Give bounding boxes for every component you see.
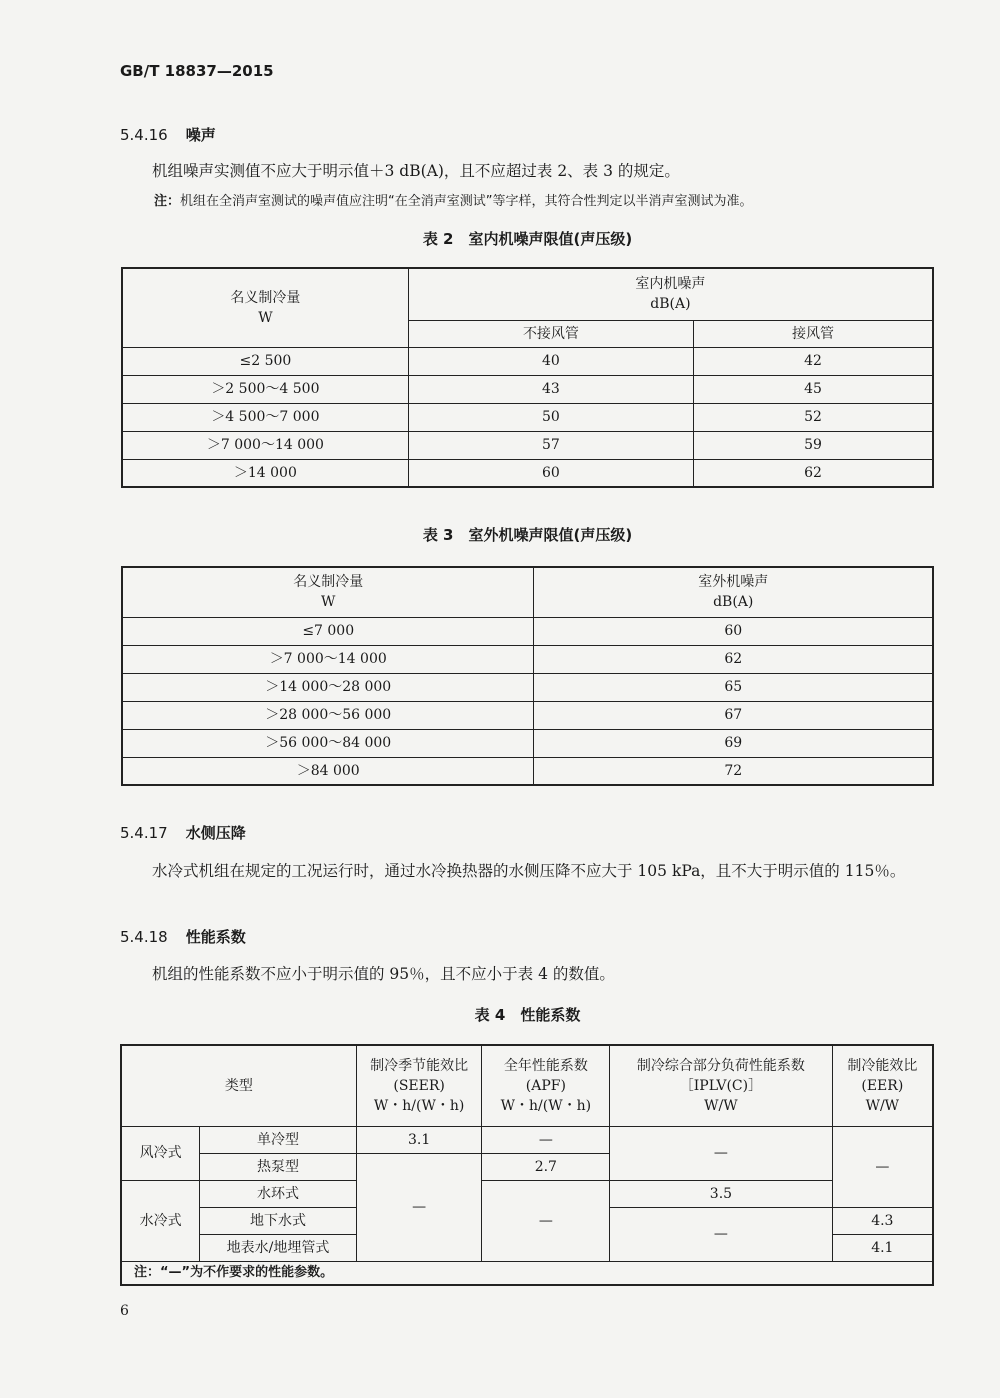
t3-cell: 65 <box>534 673 933 701</box>
t4-cell-iplv-r4-5: — <box>610 1207 832 1261</box>
t4-header-iplv-abbr: ［IPLV(C)］ <box>679 1077 763 1094</box>
table-row <box>122 673 933 701</box>
section-5-4-16-paragraph: 机组噪声实测值不应大于明示值＋3 dB(A)，且不应超过表 2、表 3 的规定。 <box>152 162 680 180</box>
t2-header-noise-label: 室内机噪声 <box>635 276 706 293</box>
t2-cell: ＞7 000～14 000 <box>122 431 408 459</box>
table-row <box>122 375 933 403</box>
t3-cell: ≤7 000 <box>122 617 534 645</box>
t2-header-capacity-unit: W <box>258 309 273 326</box>
t4-cell-eer-r5: 4.1 <box>832 1234 933 1261</box>
table-3-caption: 表 3 室外机噪声限值(声压级) <box>422 526 633 544</box>
t2-cell: ＞14 000 <box>122 459 408 487</box>
t4-group-water-cooled: 水冷式 <box>121 1180 200 1261</box>
t3-cell: ＞7 000～14 000 <box>122 645 534 673</box>
t4-header-seer-label: 制冷季节能效比 <box>370 1057 469 1074</box>
t4-header-eer <box>832 1045 933 1126</box>
t2-header-capacity <box>122 268 408 347</box>
section-5-4-16-heading <box>120 124 216 145</box>
t2-cell: 52 <box>694 403 933 431</box>
page-number: 6 <box>120 1303 129 1319</box>
t4-header-type: 类型 <box>121 1045 356 1126</box>
t2-cell: 57 <box>408 431 693 459</box>
t2-cell: 45 <box>694 375 933 403</box>
t2-cell: 42 <box>694 347 933 375</box>
section-5-4-18-paragraph: 机组的性能系数不应小于明示值的 95％，且不应小于表 4 的数值。 <box>152 965 615 983</box>
t4-row-water-loop: 水环式 <box>200 1180 357 1207</box>
table-row <box>122 347 933 375</box>
table-row <box>122 431 933 459</box>
table-row <box>122 729 933 757</box>
noise-note <box>154 190 753 209</box>
t2-header-noise <box>408 268 933 320</box>
table-2-caption: 表 2 室内机噪声限值(声压级) <box>422 230 633 248</box>
table-row <box>122 459 933 487</box>
t3-cell: 62 <box>534 645 933 673</box>
table-row <box>122 403 933 431</box>
section-title: 性能系数 <box>185 928 246 946</box>
t4-note: 注：“—”为不作要求的性能参数。 <box>121 1261 933 1285</box>
t2-cell: 50 <box>408 403 693 431</box>
table-2 <box>121 267 934 488</box>
table-4-caption: 表 4 性能系数 <box>474 1006 581 1024</box>
t3-cell: 60 <box>534 617 933 645</box>
table-4 <box>120 1044 934 1286</box>
t4-group-air-cooled: 风冷式 <box>121 1126 200 1180</box>
t3-cell: 69 <box>534 729 933 757</box>
t4-cell-eer-r1-3: — <box>832 1126 933 1207</box>
t3-cell: ＞56 000～84 000 <box>122 729 534 757</box>
t3-header-capacity-unit: W <box>321 594 336 611</box>
t4-cell-eer-r4: 4.3 <box>832 1207 933 1234</box>
t4-header-iplv-unit: W/W <box>704 1097 738 1114</box>
t2-cell: 59 <box>694 431 933 459</box>
t4-header-seer-abbr: (SEER) <box>393 1077 445 1094</box>
t4-cell-seer-r1: 3.1 <box>356 1126 482 1153</box>
table-3 <box>121 566 934 786</box>
t2-header-no-duct: 不接风管 <box>408 320 693 347</box>
t4-header-eer-unit: W/W <box>865 1097 900 1114</box>
t3-cell: ＞28 000～56 000 <box>122 701 534 729</box>
section-number: 5.4.18 <box>120 928 168 946</box>
t2-cell: 62 <box>694 459 933 487</box>
table-row <box>122 617 933 645</box>
section-number: 5.4.17 <box>120 824 168 842</box>
t2-cell: 60 <box>408 459 693 487</box>
t4-row-cooling-only: 单冷型 <box>200 1126 357 1153</box>
table-row <box>122 757 933 785</box>
t4-row-groundwater: 地下水式 <box>200 1207 357 1234</box>
t3-header-capacity <box>122 567 534 617</box>
section-title: 水侧压降 <box>185 824 246 842</box>
section-title: 噪声 <box>185 126 216 144</box>
t4-row-surface-water: 地表水/地埋管式 <box>200 1234 357 1261</box>
t3-cell: 72 <box>534 757 933 785</box>
table-row <box>122 701 933 729</box>
section-number: 5.4.16 <box>120 126 168 144</box>
t2-header-duct: 接风管 <box>694 320 933 347</box>
t2-cell: 40 <box>408 347 693 375</box>
section-5-4-17-heading <box>120 822 246 843</box>
t4-cell-apf-r3-5: — <box>482 1180 610 1261</box>
standard-number: GB/T 18837—2015 <box>120 62 274 80</box>
t4-header-apf <box>482 1045 610 1126</box>
t4-cell-iplv-r1-2: — <box>610 1126 832 1180</box>
section-5-4-17-paragraph: 水冷式机组在规定的工况运行时，通过水冷换热器的水侧压降不应大于 105 kPa，且不大于明示值的 115％。 <box>152 862 906 880</box>
t4-header-apf-label: 全年性能系数 <box>503 1057 588 1074</box>
t4-header-iplv <box>610 1045 832 1126</box>
t4-cell-iplv-r3: 3.5 <box>610 1180 832 1207</box>
t2-cell: 43 <box>408 375 693 403</box>
t3-cell: ＞84 000 <box>122 757 534 785</box>
t4-cell-seer-r2-5: — <box>356 1153 482 1261</box>
t2-header-capacity-label: 名义制冷量 <box>230 289 301 306</box>
t4-row-heat-pump: 热泵型 <box>200 1153 357 1180</box>
note-label: 注： <box>154 194 181 209</box>
t3-header-noise-unit: dB(A) <box>713 594 754 611</box>
t3-cell: 67 <box>534 701 933 729</box>
note-text: 机组在全消声室测试的噪声值应注明“在全消声室测试”等字样，其符合性判定以半消声室测试为准。 <box>180 194 753 209</box>
t3-header-noise-label: 室外机噪声 <box>698 574 769 591</box>
t4-cell-apf-r2: 2.7 <box>482 1153 610 1180</box>
t4-header-seer-unit: W・h/(W・h) <box>373 1097 465 1114</box>
t3-cell: ＞14 000～28 000 <box>122 673 534 701</box>
table-row <box>122 645 933 673</box>
t3-header-capacity-label: 名义制冷量 <box>293 574 364 591</box>
t4-header-eer-abbr: (EER) <box>861 1077 904 1094</box>
t4-header-apf-unit: W・h/(W・h) <box>500 1097 592 1114</box>
t4-header-seer <box>356 1045 482 1126</box>
t4-header-apf-abbr: (APF) <box>525 1077 566 1094</box>
t3-header-noise <box>534 567 933 617</box>
t2-cell: ＞4 500～7 000 <box>122 403 408 431</box>
section-5-4-18-heading <box>120 926 246 947</box>
t4-header-eer-label: 制冷能效比 <box>847 1057 918 1074</box>
t4-cell-apf-r1: — <box>482 1126 610 1153</box>
t2-cell: ＞2 500～4 500 <box>122 375 408 403</box>
t2-cell: ≤2 500 <box>122 347 408 375</box>
t2-header-noise-unit: dB(A) <box>650 296 691 313</box>
t4-header-iplv-label: 制冷综合部分负荷性能系数 <box>636 1057 805 1074</box>
